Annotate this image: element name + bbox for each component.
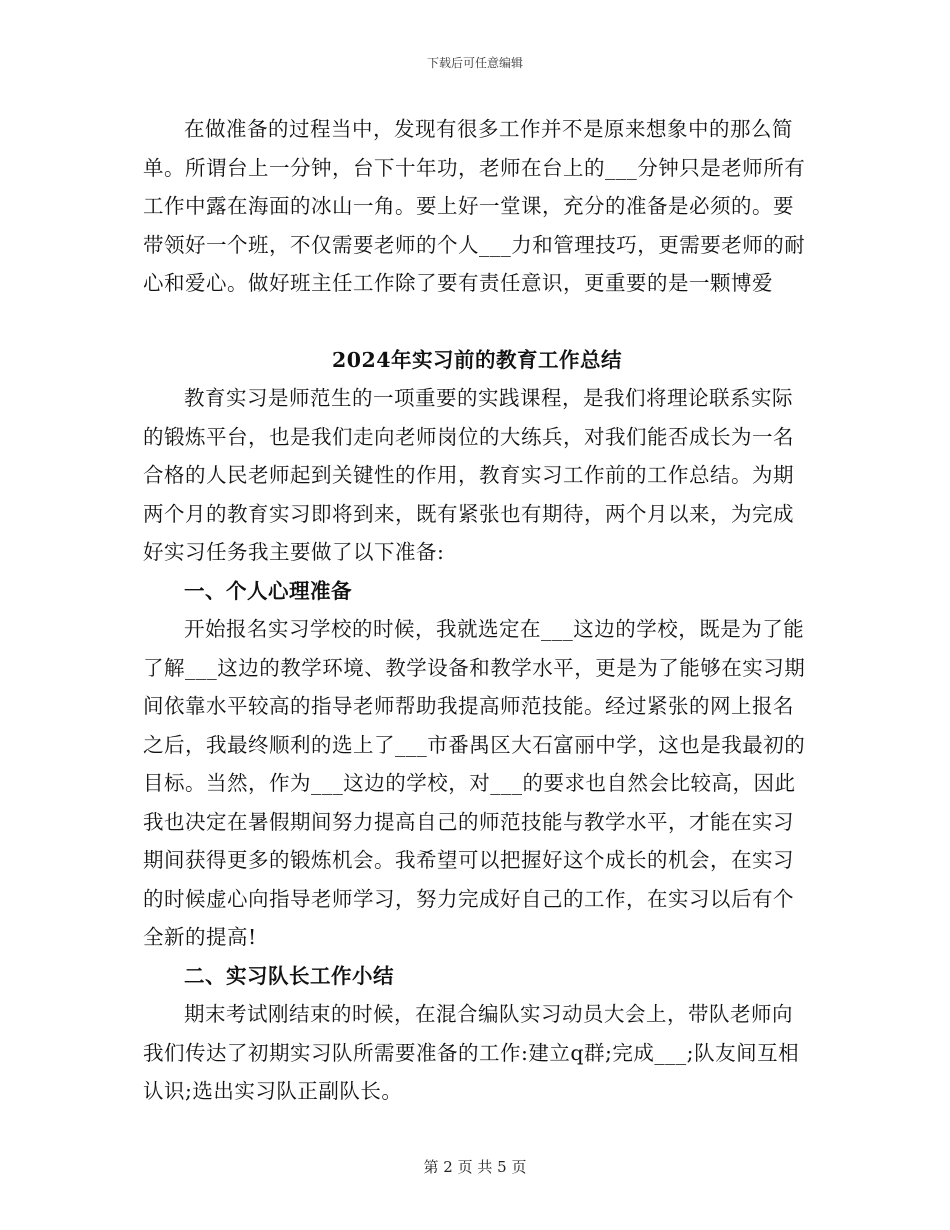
document-body (143, 110, 811, 1111)
paragraph-section-1: 开始报名实习学校的时候，我就选定在___这边的学校，既是为了能了解___这边的教学环境、教学设备和教学水平，更是为了能够在实习期间依靠水平较高的指导老师帮助我提高师范技能。经过紧张的网上报名之后，我最终顺利的选上了___市番禺区大石富丽中学，这也是我最初的目标。当然，作为___这边的学校，对___的要求也自然会比较高，因此我也决定在暑假期间努力提高自己的师范技能与教学水平，才能在实习期间获得更多的锻炼机会。我希望可以把握好这个成长的机会，在实习的时候虚心向指导老师学习，努力完成好自己的工作，在实习以后有个全新的提高! (143, 617, 806, 949)
page-header: 下载后可任意编辑 (426, 56, 523, 70)
section-heading-1: 一、个人心理准备 (184, 578, 352, 603)
paragraph-section-2: 期末考试刚结束的时候，在混合编队实习动员大会上，带队老师向我们传达了初期实习队所需要准备的工作:建立q群;完成___;队友间互相认识;选出实习队正副队长。 (143, 1002, 800, 1103)
section-heading-2: 二、实习队长工作小结 (184, 963, 394, 988)
paragraph-overview: 教育实习是师范生的一项重要的实践课程，是我们将理论联系实际的锻炼平台，也是我们走向老师岗位的大练兵，对我们能否成长为一名合格的人民老师起到关键性的作用，教育实习工作前的工作总结。为期两个月的教育实习即将到来，既有紧张也有期待，两个月以来，为完成好实习任务我主要做了以下准备: (143, 386, 794, 564)
spacer (143, 303, 811, 341)
document-title: 2024年实习前的教育工作总结 (331, 347, 623, 372)
page-footer: 第 2 页 共 5 页 (423, 1158, 527, 1176)
paragraph-intro: 在做准备的过程当中，发现有很多工作并不是原来想象中的那么简单。所谓台上一分钟，台下十年功，老师在台上的___分钟只是老师所有工作中露在海面的冰山一角。要上好一堂课，充分的准备是必须的。要带领好一个班，不仅需要老师的个人___力和管理技巧，更需要老师的耐心和爱心。做好班主任工作除了要有责任意识，更重要的是一颗博爱 (143, 117, 806, 295)
